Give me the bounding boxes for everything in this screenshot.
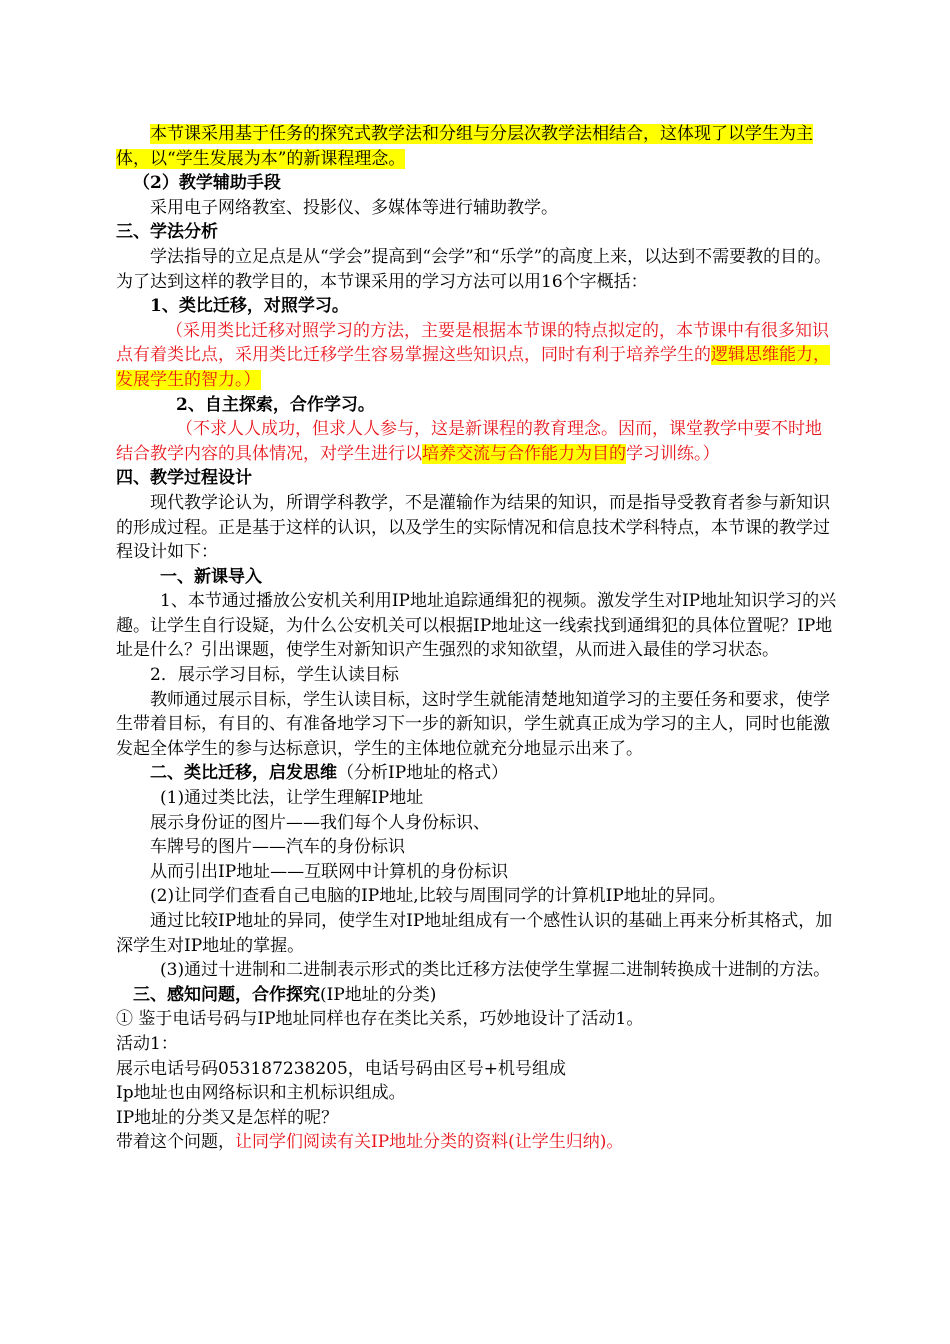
section-2-line-3: 车牌号的图片——汽车的身份标识 — [150, 837, 405, 858]
section-2-title-note: （分析IP地址的格式） — [337, 763, 509, 784]
section-3-line-6-red: 让同学们阅读有关IP地址分类的资料(让学生归纳)。 — [235, 1132, 624, 1153]
heading-teaching-aids: （2）教学辅助手段 — [133, 173, 281, 194]
section-3-line-1: ① 鉴于电话号码与IP地址同样也存在类比关系，巧妙地设计了活动1。 — [116, 1009, 644, 1030]
method-2-note-end: 学习训练。） — [626, 443, 720, 464]
section-2-line-6: 通过比较IP地址的异同，使学生对IP地址组成有一个感性认识的基础上再来分析其格式，加深学生对IP地址的掌握。 — [116, 911, 833, 956]
highlighted-text: 逻辑思维能力，发展学生的智力。） — [116, 345, 830, 390]
section-3-line-6 — [116, 1130, 838, 1155]
method-2-note-text: （不求人人成功，但求人人参与，这是新课程的教育理念。因而，课堂教学中要不时地结合教学内容的具体情况，对学生进行以 — [116, 419, 822, 464]
section-2-line-2: 展示身份证的图片——我们每个人身份标识、 — [150, 812, 490, 833]
section-1-title: 一、新课导入 — [160, 566, 262, 587]
section-3-line-3: 展示电话号码053187238205，电话号码由区号+机号组成 — [116, 1058, 567, 1079]
method-2-note — [116, 417, 838, 466]
section-3-line-2: 活动1： — [116, 1033, 178, 1054]
section-1-paragraph-2: 2．展示学习目标，学生认读目标 — [150, 665, 399, 686]
heading-teaching-process: 四、教学过程设计 — [116, 468, 252, 489]
section-3-line-6-text: 带着这个问题， — [116, 1132, 235, 1153]
highlighted-text: 培养交流与合作能力为目的 — [422, 443, 626, 464]
method-1-title: 1、类比迁移，对照学习。 — [150, 296, 349, 317]
section-1-paragraph-3: 教师通过展示目标，学生认读目标，这时学生就能清楚地知道学习的主要任务和要求，使学生带着目标，有目的、有准备地学习下一步的新知识，学生就真正成为学习的主人，同时也能激发起全体学生的参与达标意识，学生的主体地位就充分地显示出来了。 — [116, 689, 830, 759]
paragraph-teaching-process: 现代教学论认为，所谓学科教学，不是灌输作为结果的知识，而是指导受教育者参与新知识的形成过程。正是基于这样的认识，以及学生的实际情况和信息技术学科特点，本节课的教学过程设计如下： — [116, 492, 830, 563]
section-3-title-note: (IP地址的分类) — [320, 984, 437, 1005]
method-2-title: 2、自主探索，合作学习。 — [176, 394, 375, 415]
method-1-note-text: （采用类比迁移对照学习的方法，主要是根据本节课的特点拟定的，本节课中有很多知识点有着类比点，采用类比迁移学生容易掌握这些知识点，同时有利于培养学生的 — [116, 320, 829, 366]
document-page — [116, 122, 838, 1155]
section-2-line-5: (2)让同学们查看自己电脑的IP地址,比较与周围同学的计算机IP地址的异同。 — [150, 886, 726, 907]
section-3-title-bold: 三、感知问题，合作探究 — [133, 984, 320, 1005]
section-2-line-7: (3)通过十进制和二进制表示形式的类比迁移方法使学生掌握二进制转换成十进制的方法。 — [160, 960, 831, 981]
section-2-line-1: (1)通过类比法，让学生理解IP地址 — [160, 788, 424, 809]
section-2-title — [116, 761, 838, 786]
paragraph-learning-method: 学法指导的立足点是从“学会”提高到“会学”和“乐学”的高度上来，以达到不需要教的目的。为了达到这样的教学目的，本节课采用的学习方法可以用16个字概括： — [116, 246, 832, 292]
section-2-title-bold: 二、类比迁移，启发思维 — [150, 763, 337, 784]
section-2-line-4: 从而引出IP地址——互联网中计算机的身份标识 — [150, 861, 509, 882]
section-3-line-4: Ip地址也由网络标识和主机标识组成。 — [116, 1083, 406, 1104]
section-1-paragraph-1: 1、本节通过播放公安机关利用IP地址追踪通缉犯的视频。激发学生对IP地址知识学习的兴趣。让学生自行设疑，为什么公安机关可以根据IP地址这一线索找到通缉犯的具体位置呢？IP地址是什么？引出课题，使学生对新知识产生强烈的求知欲望，从而进入最佳的学习状态。 — [116, 591, 837, 661]
highlighted-text: 本节课采用基于任务的探究式教学法和分组与分层次教学法相结合，这体现了以学生为主体，以“学生发展为本”的新课程理念。 — [116, 124, 813, 169]
section-3-title — [116, 983, 838, 1008]
section-3-line-5: IP地址的分类又是怎样的呢？ — [116, 1107, 339, 1128]
paragraph-teaching-method — [116, 122, 838, 171]
method-1-note — [116, 319, 838, 393]
heading-learning-method: 三、学法分析 — [116, 222, 218, 243]
paragraph-teaching-aids: 采用电子网络教室、投影仪、多媒体等进行辅助教学。 — [150, 197, 558, 218]
